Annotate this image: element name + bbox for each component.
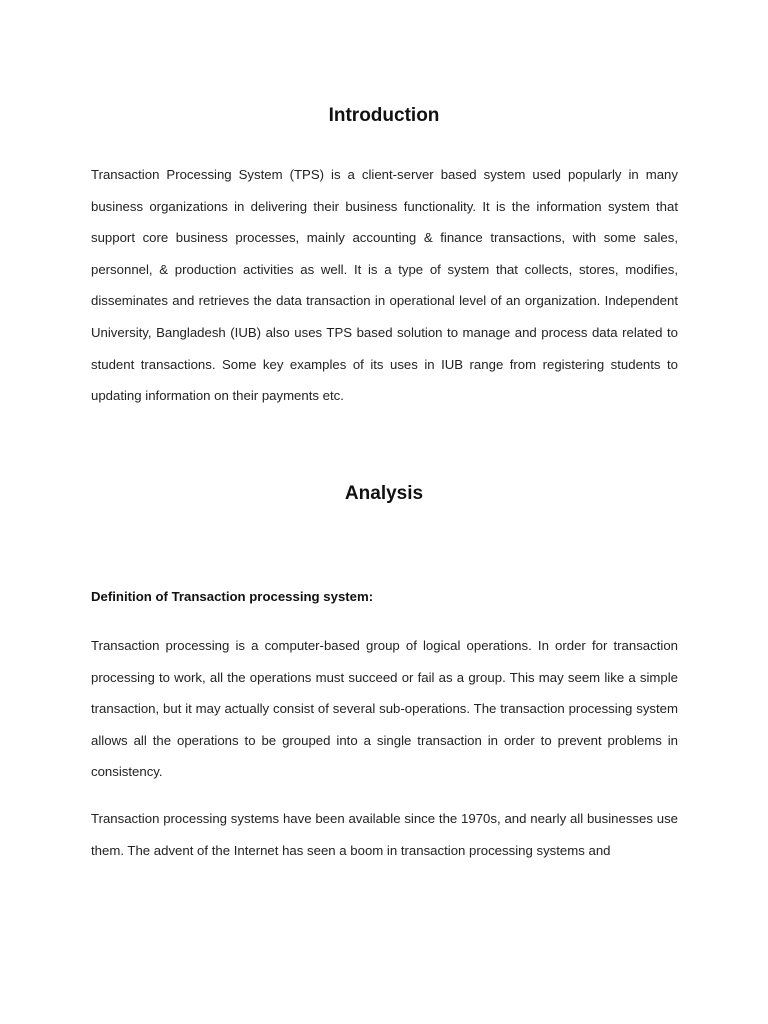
definition-paragraph-1: Transaction processing is a computer-based group of logical operations. In order for transaction processing to work, all the operations must succeed or fail as a group. This may seem like a simple transaction, but it may actually consist of several sub-operations. The transaction processing system allows all the operations to be grouped into a single transaction in order to prevent problems in consistency. bbox=[91, 638, 678, 780]
analysis-heading: Analysis bbox=[344, 483, 424, 504]
definition-subheading: Definition of Transaction processing system: bbox=[91, 589, 374, 604]
introduction-heading: Introduction bbox=[328, 105, 440, 126]
introduction-paragraph: Transaction Processing System (TPS) is a client-server based system used popularly in many business organizations in delivering their business functionality. It is the information system that support core business processes, mainly accounting & finance transactions, with some sales, personnel, & production activities as well. It is a type of system that collects, stores, modifies, disseminates and retrieves the data transaction in operational level of an organization. Independent University, Bangladesh (IUB) also uses TPS based solution to manage and process data related to student transactions. Some key examples of its uses in IUB range from registering students to updating information on their payments etc. bbox=[91, 167, 678, 404]
definition-paragraph-2: Transaction processing systems have been available since the 1970s, and nearly all businesses use them. The advent of the Internet has seen a boom in transaction processing systems and bbox=[91, 811, 678, 858]
